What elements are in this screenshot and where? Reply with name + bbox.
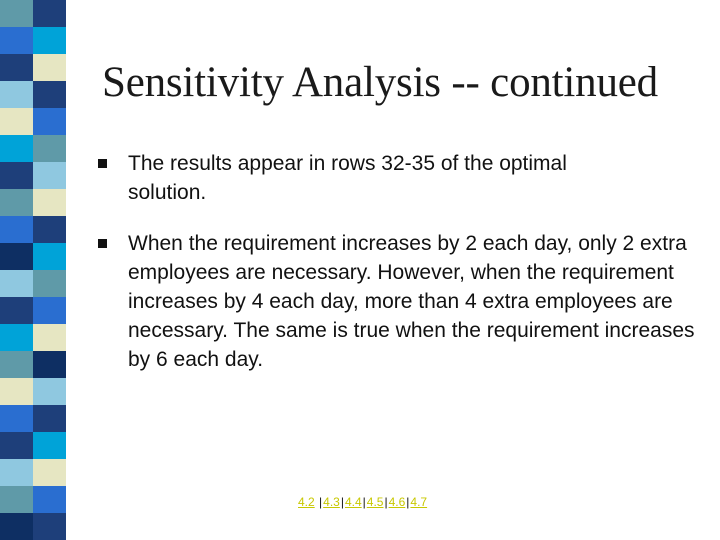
stripe-cell	[33, 324, 66, 351]
stripe-cell	[33, 27, 66, 54]
stripe-cell	[0, 108, 33, 135]
stripe-cell	[33, 351, 66, 378]
stripe-cell	[33, 405, 66, 432]
stripe-cell	[0, 378, 33, 405]
bullet-text: When the requirement increases by 2 each day, only 2 extra employees are necessary. However, when the requirement increases by 4 each day, more than 4 extra employees are necessary. The same is true when the requirement increases by 6 each day.	[128, 232, 695, 371]
stripe-cell	[0, 432, 33, 459]
footer-link-4-6[interactable]: 4.6	[388, 495, 406, 509]
stripe-cell	[0, 216, 33, 243]
stripe-cell	[33, 297, 66, 324]
slide-title: Sensitivity Analysis -- continued	[102, 59, 658, 106]
stripe-cell	[0, 297, 33, 324]
bullet-text: The results appear in rows 32-35 of the optimal solution.	[128, 152, 567, 204]
stripe-cell	[33, 432, 66, 459]
stripe-cell	[33, 81, 66, 108]
stripe-cell	[33, 459, 66, 486]
separator: |	[362, 495, 366, 509]
stripe-cell	[0, 162, 33, 189]
stripe-cell	[0, 486, 33, 513]
footer-link-4-5[interactable]: 4.5	[366, 495, 384, 509]
separator: |	[319, 495, 323, 509]
stripe-cell	[33, 513, 66, 540]
stripe-cell	[33, 135, 66, 162]
stripe-cell	[0, 405, 33, 432]
footer-link-4-7[interactable]: 4.7	[410, 495, 428, 509]
stripe-cell	[33, 270, 66, 297]
stripe-cell	[33, 378, 66, 405]
stripe-cell	[33, 108, 66, 135]
stripe-cell	[0, 81, 33, 108]
stripe-cell	[33, 0, 66, 27]
stripe-cell	[33, 486, 66, 513]
stripe-cell	[0, 324, 33, 351]
stripe-cell	[0, 135, 33, 162]
footer-link-4-2[interactable]: 4.2	[298, 495, 315, 509]
stripe-cell	[0, 513, 33, 540]
footer-link-4-3[interactable]: 4.3	[323, 495, 340, 509]
footer-navigation	[298, 495, 427, 509]
footer-link-4-4[interactable]: 4.4	[344, 495, 362, 509]
decorative-color-stripe	[0, 0, 66, 540]
stripe-cell	[0, 270, 33, 297]
separator: |	[384, 495, 388, 509]
stripe-cell	[0, 27, 33, 54]
square-bullet-icon	[98, 239, 107, 248]
stripe-cell	[33, 189, 66, 216]
stripe-cell	[33, 216, 66, 243]
stripe-cell	[0, 243, 33, 270]
stripe-cell	[33, 162, 66, 189]
separator: |	[406, 495, 410, 509]
stripe-cell	[0, 189, 33, 216]
stripe-cell	[0, 459, 33, 486]
stripe-cell	[33, 54, 66, 81]
stripe-cell	[33, 243, 66, 270]
stripe-cell	[0, 0, 33, 27]
separator: |	[340, 495, 344, 509]
stripe-cell	[0, 351, 33, 378]
stripe-cell	[0, 54, 33, 81]
square-bullet-icon	[98, 159, 107, 168]
